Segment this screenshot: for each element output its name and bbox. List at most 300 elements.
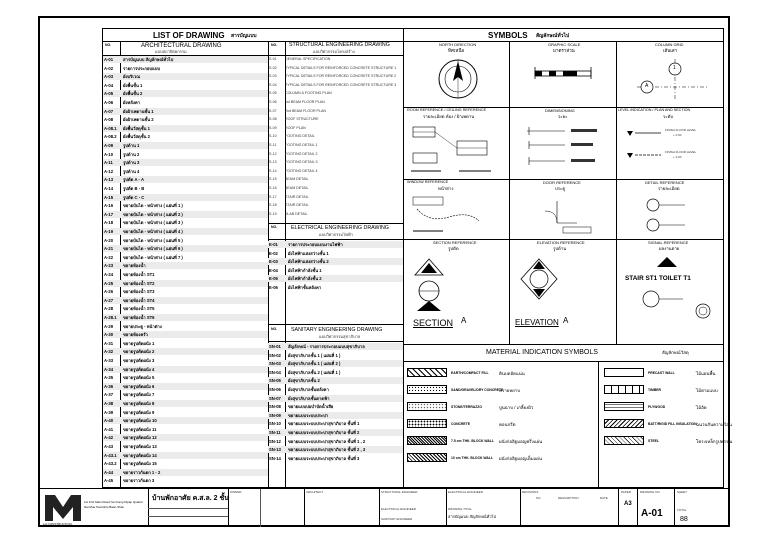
drawing-number: S-03 bbox=[269, 74, 277, 79]
list-row bbox=[103, 73, 268, 80]
material-item bbox=[407, 365, 593, 381]
drawing-number: A-23 bbox=[104, 263, 114, 269]
owner-label: OWNER bbox=[230, 490, 242, 494]
drawing-number: A-13 bbox=[104, 177, 114, 183]
section-ref-label: SECTION REFERENCE bbox=[433, 240, 477, 245]
str-subheading: แบบวิศวกรรมโครงสร้าง bbox=[313, 49, 355, 54]
grid-number: 1 bbox=[673, 65, 676, 71]
drawing-number: A-28 bbox=[104, 306, 114, 312]
drawing-number: A-44 bbox=[104, 469, 114, 475]
list-row bbox=[103, 400, 268, 407]
stair-toilet-label: STAIR ST1 TOILET T1 bbox=[625, 275, 691, 282]
list-row bbox=[103, 297, 268, 304]
drawing-name: รูปด้าน 1 bbox=[123, 143, 140, 148]
list-row bbox=[268, 65, 403, 72]
drawing-name: ขยายราวกันตก 3 bbox=[123, 478, 155, 484]
list-row bbox=[268, 168, 403, 175]
drawing-name: ขยายรูปตัดผนัง 15 bbox=[123, 461, 157, 467]
material-name: STONE/TERRAZZO bbox=[451, 405, 483, 409]
drawing-number: SN-07 bbox=[269, 395, 281, 401]
drawing-number: SN-05 bbox=[269, 378, 281, 384]
revisions-label: REVISIONS bbox=[522, 490, 539, 494]
drawing-name: ขยายรูปตัดผนัง 6 bbox=[123, 383, 155, 389]
section-ref-label-th: รูปตัด bbox=[448, 246, 459, 251]
drawing-number: A-06 bbox=[104, 100, 114, 105]
drawing-name: ขยายแบบระบบประปาสุขาภิบาล ชั้นที่ 3 bbox=[288, 455, 360, 461]
drawing-number: E-03 bbox=[269, 259, 278, 265]
drawing-name: ขยายแบบบ่อบำบัดน้ำเสีย bbox=[288, 404, 334, 410]
san-subheading: แบบวิศวกรรมสุขาภิบาล bbox=[319, 334, 361, 339]
material-name: PRECAST WALL bbox=[648, 371, 675, 375]
list-row bbox=[268, 438, 403, 445]
list-row bbox=[103, 168, 268, 175]
drawing-name: ขยายแบบระบบประปาสุขาภิบาล ชั้นที่ 2 bbox=[288, 430, 360, 435]
level-value-4: + 3.00 bbox=[673, 155, 682, 159]
drawing-number: SN-04 bbox=[269, 369, 281, 375]
san-heading: SANITARY ENGINEERING DRAWING bbox=[291, 327, 383, 333]
total-sheets: 88 bbox=[680, 516, 688, 523]
drawing-number: SN-03 bbox=[269, 361, 281, 367]
drawing-name: ขยายรูปตัดผนัง 12 bbox=[123, 435, 157, 441]
drawing-number: E-06 bbox=[269, 285, 278, 290]
drawing-name: ผังไฟฟ้าแสงสว่างชั้น 2 bbox=[288, 259, 329, 265]
drawing-name: ขยายรูปตัดผนัง 13 bbox=[123, 444, 157, 449]
drawing-name: BEAM DETAIL bbox=[285, 186, 309, 190]
list-row bbox=[268, 133, 403, 140]
list-row bbox=[268, 241, 403, 248]
drawing-number: A-17 bbox=[104, 211, 114, 217]
drawing-name: ขยายรูปตัดผนัง 8 bbox=[123, 401, 155, 406]
list-row bbox=[268, 267, 403, 274]
drawing-number: A-40 bbox=[104, 418, 114, 424]
list-row bbox=[103, 409, 268, 416]
graphic-scale-icon bbox=[533, 65, 595, 85]
list-row bbox=[103, 383, 268, 390]
list-row bbox=[103, 469, 268, 476]
drawing-number: A-39 bbox=[104, 409, 114, 415]
drawing-name: ขยายราวกันตก 1 - 2 bbox=[123, 469, 161, 475]
company-logo-icon bbox=[43, 491, 83, 525]
elevation-ref-label-th: รูปด้าน bbox=[553, 246, 567, 251]
drawing-name: รายการประกอบแบบงานไฟฟ้า bbox=[288, 242, 343, 247]
drawing-number: A-01 bbox=[104, 57, 114, 62]
material-swatch bbox=[407, 419, 447, 428]
material-title: MATERIAL INDICATION SYMBOLS bbox=[486, 349, 598, 356]
total-label: TOTAL bbox=[677, 508, 687, 512]
list-row bbox=[103, 314, 268, 321]
drawing-name: ผังพื้นชั้น 1 bbox=[123, 82, 143, 88]
title-block bbox=[40, 489, 728, 527]
drawing-name: FOOTING DETAIL 4 bbox=[285, 168, 318, 173]
company-address: LH 1/11 Main Road Yan Kang Nipap Quarter bbox=[84, 500, 144, 504]
door-ref-label-th: ประตู bbox=[555, 186, 566, 191]
drawing-name: SLAB DETAIL bbox=[285, 211, 308, 216]
list-row bbox=[268, 82, 403, 89]
company-address-2: Nai Mue Township Baan Shan bbox=[84, 505, 125, 509]
drawing-number: A-27 bbox=[104, 297, 114, 303]
material-swatch bbox=[407, 368, 447, 377]
signal-reference-icon bbox=[623, 255, 717, 337]
list-row bbox=[268, 250, 403, 257]
detail-ref-label: DETAIL REFERENCE bbox=[645, 180, 685, 185]
drawing-number: A-31 bbox=[104, 340, 114, 346]
drawing-name: สารบัญแบบ สัญลักษณ์ทั่วไป bbox=[123, 57, 174, 62]
list-row bbox=[268, 352, 403, 359]
drawing-name: ขยายบันได - หน้าต่าง ( แผ่นที่ 5 ) bbox=[123, 237, 183, 243]
detail-ref-label-th: รายละเอียด bbox=[658, 186, 680, 191]
list-row bbox=[103, 288, 268, 295]
level-value-2: + 0.00 bbox=[673, 133, 682, 137]
drawing-name: ขยายประตู - หน้าต่าง bbox=[123, 323, 162, 329]
list-row bbox=[268, 420, 403, 427]
window-reference-icon bbox=[409, 193, 503, 237]
drawing-name: ผังสุขาภิบาลชั้นดาดฟ้า bbox=[288, 395, 330, 401]
list-row bbox=[103, 331, 268, 338]
drawing-number: A-26 bbox=[104, 289, 114, 295]
paper-label: PAPER bbox=[621, 490, 631, 494]
drawing-number: S-13 bbox=[269, 160, 277, 165]
drawing-number: A-34 bbox=[104, 366, 114, 372]
drawing-number: S-18 bbox=[269, 203, 277, 208]
section-label: SECTION bbox=[413, 318, 454, 328]
material-name-th: ดินบดอัดแน่น bbox=[499, 371, 525, 376]
grid-label: COLUMN GRID bbox=[655, 42, 684, 47]
list-row bbox=[103, 305, 268, 312]
list-row bbox=[268, 159, 403, 166]
room-ref-label: ROOM REFERENCE / CEILING REFERENCE bbox=[407, 108, 487, 112]
list-row bbox=[103, 254, 268, 261]
list-row bbox=[268, 194, 403, 201]
material-name-th: ฉนวนกันความร้อน bbox=[696, 422, 732, 427]
drawing-number: A-24 bbox=[104, 272, 114, 277]
material-name: PLYWOOD bbox=[648, 405, 666, 409]
drawing-number: S-05 bbox=[269, 91, 277, 96]
drawing-number: S-15 bbox=[269, 177, 277, 182]
drawing-name: ผังบริเวณ bbox=[123, 74, 141, 80]
drawing-name: ขยายรูปตัดผนัง 3 bbox=[123, 358, 155, 363]
drawing-name: ROOF STRUCTURE bbox=[285, 117, 319, 122]
drawing-name: FOOTING DETAIL 1 bbox=[285, 143, 318, 147]
elevation-label: ELEVATION bbox=[515, 318, 559, 327]
list-row bbox=[103, 245, 268, 252]
material-name: SAND/GRAVEL/DRY CONCRETE bbox=[451, 388, 504, 392]
list-row bbox=[103, 348, 268, 355]
list-row bbox=[103, 426, 268, 433]
material-swatch bbox=[407, 436, 447, 445]
drawing-name: STAIR DETAIL bbox=[285, 194, 309, 199]
drawing-number: SN-12 bbox=[269, 438, 281, 444]
list-row bbox=[268, 369, 403, 376]
drawing-number: A-08 bbox=[104, 117, 114, 123]
sign-ref-label: SIGNAL REFERENCE bbox=[648, 240, 689, 245]
drawing-number: A-15 bbox=[104, 194, 114, 200]
list-row bbox=[268, 56, 403, 63]
material-swatch bbox=[604, 402, 644, 411]
rev-no-label: NO. bbox=[536, 496, 542, 500]
list-row bbox=[268, 403, 403, 410]
drawing-number: A-08.2 bbox=[104, 134, 117, 140]
drawing-name: TYPICAL DETAILS FOR REINFORCED CONCRETE STRUCTURE 3 bbox=[285, 82, 397, 87]
material-item bbox=[407, 382, 593, 398]
list-row bbox=[103, 82, 268, 89]
drawing-name: FOOTING DETAIL bbox=[285, 134, 315, 139]
material-item bbox=[604, 365, 768, 381]
drawing-number: A-19 bbox=[104, 229, 114, 234]
material-name: CONCRETE bbox=[451, 422, 471, 426]
drawing-name: ผังไฟฟ้าแสงสว่างชั้น 1 bbox=[288, 250, 329, 256]
drawing-number: S-02 bbox=[269, 65, 277, 70]
drawing-number: A-30 bbox=[104, 332, 114, 338]
room-reference-icon bbox=[407, 123, 503, 177]
drawing-sheet bbox=[38, 16, 733, 527]
drawing-name: ขยายแบบระบบประปาสุขาภิบาล ชั้นที่ 1 , 2 bbox=[288, 438, 366, 444]
drawing-number: S-10 bbox=[269, 134, 277, 139]
drawing-number: A-18 bbox=[104, 220, 114, 226]
list-row bbox=[103, 391, 268, 398]
list-row bbox=[103, 237, 268, 244]
drawing-number: A-08.1 bbox=[104, 125, 117, 131]
list-row bbox=[268, 73, 403, 80]
list-row bbox=[268, 395, 403, 402]
list-row bbox=[103, 219, 268, 226]
list-row bbox=[103, 323, 268, 330]
dimension-label: DIMENSIONING bbox=[545, 108, 575, 113]
rev-date-label: DATE bbox=[600, 496, 608, 500]
list-row bbox=[268, 455, 403, 462]
list-row bbox=[268, 142, 403, 149]
material-swatch bbox=[604, 419, 644, 428]
drawing-name: ขยายรูปตัดผนัง 10 bbox=[123, 418, 157, 424]
material-item bbox=[604, 399, 768, 415]
material-item bbox=[407, 433, 593, 449]
drawing-name: STAIR DETAIL bbox=[285, 203, 309, 208]
arch-no-head: NO. bbox=[105, 43, 112, 47]
level-label-th: ระดับ bbox=[663, 114, 674, 119]
north-label-th: ทิศเหนือ bbox=[448, 48, 465, 53]
str-no-head: NO. bbox=[271, 43, 278, 47]
material-name: STEEL bbox=[648, 439, 659, 443]
symbols-title-th: สัญลักษณ์ทั่วไป bbox=[536, 33, 570, 39]
level-value-1: FINISH FLOOR LEVEL bbox=[665, 128, 697, 132]
list-row bbox=[103, 340, 268, 347]
drawing-number: A-33 bbox=[104, 358, 114, 363]
drawing-name: ขยายรูปตัดผนัง 9 bbox=[123, 409, 155, 415]
window-ref-label: WINDOW REFERENCE bbox=[407, 180, 449, 184]
drawing-number: S-19 bbox=[269, 211, 277, 216]
drawing-name: 2nd BEAM FLOOR PLAN bbox=[285, 108, 326, 113]
drawing-name: ผังไฟฟ้ากำลังชั้น 1 bbox=[288, 267, 322, 273]
drawing-name: ขยายบันได - หน้าต่าง ( แผ่นที่ 6 ) bbox=[123, 246, 183, 252]
drawing-name: BEAM DETAIL bbox=[285, 177, 309, 182]
drawing-number: A-11 bbox=[104, 160, 113, 166]
drawing-number: A-43 bbox=[104, 444, 114, 449]
drawing-number: A-35 bbox=[104, 375, 114, 381]
grid-letter: A bbox=[645, 83, 649, 89]
column-grid-icon bbox=[633, 57, 713, 103]
str-heading: STRUCTURAL ENGINEERING DRAWING bbox=[289, 42, 390, 48]
material-name-th: ไม้แผ่นพื้น bbox=[696, 371, 716, 376]
list-row bbox=[103, 202, 268, 209]
electrical-engineer-label-2: ELECTRICAL ENGINEER bbox=[448, 490, 483, 494]
drawing-name: ผังสุขาภิบาลชั้นหลังคา bbox=[288, 387, 329, 392]
drawing-number: A-16 bbox=[104, 203, 114, 209]
list-row bbox=[268, 386, 403, 393]
drawing-number: A-38 bbox=[104, 401, 114, 406]
drawing-name: 1st BEAM FLOOR PLAN bbox=[285, 100, 325, 104]
material-swatch bbox=[604, 385, 644, 394]
material-name: 7.5 cm THK. BLOCK WALL bbox=[451, 439, 494, 443]
list-row bbox=[268, 211, 403, 218]
drawing-name: TYPICAL DETAILS FOR REINFORCED CONCRETE STRUCTURE 2 bbox=[285, 74, 397, 79]
list-row bbox=[268, 258, 403, 265]
drawing-number: S-06 bbox=[269, 100, 277, 104]
drawing-name: FOOTING DETAIL 3 bbox=[285, 160, 318, 165]
material-name-th: ทรายหยาบ bbox=[499, 388, 521, 393]
drawing-number: A-29 bbox=[104, 323, 114, 329]
material-name: 10 cm THK. BLOCK WALL bbox=[451, 456, 494, 460]
door-reference-icon bbox=[517, 193, 611, 237]
drawing-name: ขยายห้องน้ำ ST1 bbox=[123, 272, 155, 277]
arch-heading: ARCHITECTURAL DRAWING bbox=[141, 43, 222, 49]
drawing-number: A-22 bbox=[104, 254, 114, 260]
drawing-number: A-14 bbox=[104, 186, 114, 191]
drawing-name: ขยายรูปตัดผนัง 7 bbox=[123, 392, 155, 398]
drawing-number: E-05 bbox=[269, 276, 278, 282]
list-row bbox=[103, 133, 268, 140]
drawing-number: A-28.1 bbox=[104, 315, 117, 320]
list-row bbox=[103, 185, 268, 192]
drawing-name: ขยายห้องน้ำ ST5 bbox=[123, 306, 155, 312]
drawing-number: A-02 bbox=[104, 65, 114, 71]
material-swatch bbox=[407, 385, 447, 394]
material-name: BATT/RIGID FILL INSULATION bbox=[648, 422, 697, 426]
list-row bbox=[268, 99, 403, 106]
drawing-name: ขยายรูปตัดผนัง 11 bbox=[123, 426, 157, 432]
material-name-th: ไม้อัด bbox=[696, 405, 707, 410]
drawing-name: COLUMN & FOOTING PLAN bbox=[285, 91, 332, 96]
material-item bbox=[604, 433, 768, 449]
list-row bbox=[268, 116, 403, 123]
list-row bbox=[268, 446, 403, 453]
drawing-name: รูปด้าน 2 bbox=[123, 151, 140, 157]
drawing-name: ขยายบันได - หน้าต่าง ( แผ่นที่ 4 ) bbox=[123, 229, 183, 234]
list-row bbox=[103, 99, 268, 106]
section-letter: A bbox=[461, 316, 467, 325]
drawing-number: A-05 bbox=[104, 91, 114, 97]
room-ref-label-th: รายละเอียด ห้อง / ฝ้าเพดาน bbox=[423, 114, 475, 119]
material-title-th: สัญลักษณ์วัสดุ bbox=[662, 350, 689, 355]
drawing-name: รูปตัด C - C bbox=[123, 194, 145, 200]
drawing-name: ผังสุขาภิบาลชั้น 2 ( แผ่นที่ 1 ) bbox=[288, 369, 341, 375]
list-row bbox=[103, 460, 268, 467]
list-row bbox=[103, 228, 268, 235]
drawing-name: สัญลักษณ์ - รายการประกอบแบบสุขาภิบาล bbox=[288, 344, 365, 349]
drawing-name: ขยายบันได - หน้าต่าง ( แผ่นที่ 1 ) bbox=[123, 203, 183, 209]
content-frame: LIST OF DRAWING สารบัญแบบ SYMBOLS สัญลักษณ์ทั่วไป NO. ARCHITECTURAL DRAWING แบบสถาปัตยกรรม NO. STRUCTURAL ENGINEERING DRAWING แบบวิศวกรรมโครงสร้าง A-01 สารบัญแบบ สัญลักษณ์ทั่วไป A-02 รายการประกอบแบบ A-03 ผังบริเวณ A-04 ผังพื้นชั้น 1 A-05 ผังพื้นชั้น 2 A-06 ผังหลังคา A-07 ผังฝ้าเพดานชั้น 1 A-08 ผังฝ้าเพดานชั้น 2 A-08.1 ผังพื้นวัสดุชั้น 1 A-08.2 ผังพื้นวัสดุชั้น 2 A-09 รูปด้าน 1 A-10 รูปด้าน 2 A-11 รูปด้าน 3 A-12 รูปด้าน 4 A-13 รูปตัด A - A A-14 รูปตัด B - B A-15 รูปตัด C - C A-16 ขยายบันได - หน้าต่าง ( แผ่นที่ 1 ) A-17 ขยายบันได - หน้าต่าง ( แผ่นที่ 2 ) A-18 ขยายบันได - หน้าต่าง ( แผ่นที่ 3 ) A-19 ขยายบันได - หน้าต่าง ( แผ่นที่ 4 ) A-20 ขยายบันได - หน้าต่าง ( แผ่นที่ 5 ) A-21 ขยายบันได - หน้าต่าง ( แผ่นที่ 6 ) A-22 ขยายบันได - หน้าต่าง ( แผ่นที่ 7 ) A-23 ขยายห้องน้ำ A-24 ขยายห้องน้ำ ST1 A-25 ขยายห้องน้ำ ST2 A-26 ขยายห้องน้ำ ST3 A-27 ขยายห้องน้ำ ST4 A-28 ขยายห้องน้ำ ST5 A-28.1 ขยายห้องน้ำ ST6 A-29 ขยายประตู - หน้าต่าง A-30 ขยายห้องครัว A-31 ขยายรูปตัดผนัง 1 A-32 ขยายรูปตัดผนัง 2 A-33 ขยายรูปตัดผนัง 3 A-34 ขยายรูปตัดผนัง 4 A-35 ขยายรูปตัดผนัง 5 A-36 ขยายรูปตัดผนัง 6 A-37 ขยายรูปตัดผนัง 7 A-38 ขยายรูปตัดผนัง 8 A-39 ขยายรูปตัดผนัง 9 A-40 ขยายรูปตัดผนัง 10 A-41 ขยายรูปตัดผนัง 11 A-42 ขยายรูปตัดผนัง 12 A-43 ขยายรูปตัดผนัง 13 A-43.1 ขยายรูปตัดผนัง 14 A-43.2 ขยายรูปตัดผนัง 15 A-44 ขยายราวกันตก 1 - 2 A-45 ขยายราวกันตก 3 S-01 GENERAL SPECIFICATION S-02 TYPICAL DETAILS FOR REINFORCED CONCRETE STRUCTURE 1 S-03 TYPICAL DETAILS FOR REINFORCED CONCRETE STRUCTURE 2 S-04 TYPICAL DETAILS FOR REINFORCED CONCRETE STRUCTURE 3 S-05 COLUMN & FOOTING PLAN S-06 1st BEAM FLOOR PLAN S-07 2nd BEAM FLOOR PLAN S-08 ROOF STRUCTURE S-09 ROOF PLAN S-10 FOOTING DETAIL S-11 FOOTING DETAIL 1 S-12 FOOTING DETAIL 2 S-13 FOOTING DETAIL 3 S-14 FOOTING DETAIL 4 S-15 BEAM DETAIL S-16 BEAM DETAIL S-17 STAIR DETAIL S-18 STAIR DETAIL S-19 SLAB DETAIL NO. ELECTRICAL ENGINEERING DRAWING แบบวิศวกรรมไฟฟ้า E-01 รายการประกอบแบบงานไฟฟ้า E-02 ผังไฟฟ้าแสงสว่างชั้น 1 E-03 ผังไฟฟ้าแสงสว่างชั้น 2 E-04 ผังไฟฟ้ากำลังชั้น 1 E-05 ผังไฟฟ้ากำลังชั้น 2 E-06 ผังไฟฟ้าชั้นหลังคา NO. SANITARY ENGINEERING DRAWING แบบวิศวกรรมสุขาภิบาล SN-01 สัญลักษณ์ - รายการประกอบแบบสุขาภิบาล SN-02 ผังสุขาภิบาลชั้น 1 ( แผ่นที่ 1 ) SN-03 ผังสุขาภิบาลชั้น 1 ( แผ่นที่ 2 ) SN-04 ผังสุขาภิบาลชั้น 2 ( แผ่นที่ 1 ) SN-05 ผังสุขาภิบาลชั้น 2 SN-06 ผังสุขาภิบาลชั้นหลังคา SN-07 ผังสุขาภิบาลชั้นดาดฟ้า SN-08 ขยายแบบบ่อบำบัดน้ำเสีย SN-09 ขยายแบบระบบประปา SN-10 ขยายแบบระบบประปาสุขาภิบาล ชั้นที่ 1 SN-11 ขยายแบบระบบประปาสุขาภิบาล ชั้นที่ 2 SN-12 ขยายแบบระบบประปาสุขาภิบาล ชั้นที่ 1 , 2 SN-13 ขยายแบบระบบประปาสุขาภิบาล ชั้นที่ 2 , 3 SN-14 ขยายแบบระบบประปาสุขาภิบาล ชั้นที่ 3 NORTH DIRECTION ทิศเหนือ GRAPHIC SCALE มาตราส่วน COLUMN GRID เส้นเสา 1 A ROOM REFERENCE / CEILING REFERENCE รายละเอียด ห้อง / ฝ้าเพดาน DIMENSIONING ระยะ LEVEL INDICATION / PLAN AND SECTION ระดับ FINISH FLOOR LEVEL + 0.00 FINISH FLOOR LEVEL + 3.00 WINDOW REFERENCE หน้าต่าง DOOR REFERENCE ประตู DETAIL REFERENCE รายละเอียด SECTION REFERENCE รูปตัด ELEVATION REFERENCE รูปด้าน SIGNAL REFERENCE ผลงานตาย SECTION A ELEVATION A STAIR ST1 TOILET T1 MATERIAL INDICATION SYMBOLS สัญลักษณ์วัสดุ EARTH/COMPACT FILL ดินบดอัดแน่น PRECAST WALL ไม้แผ่นพื้น SAND/GRAVEL/DRY CONCRETE ทรายหยาบ TIMBER ไม้ตามแบบ STONE/TERRAZZO ปูนฉาบ / เกลี้ยงผิว PLYWOOD ไม้อัด CONCRETE คอนกรีต BATT/RIGID FILL INSULATION ฉนวนกันความร้อน 7.5 cm THK. BLOCK WALL ผนังก่ออิฐมอญครึ่งแผ่น STEEL โครงเหล็กรูปพรรณ 10 cm THK. BLOCK WALL ผนังก่ออิฐมอญเต็มแผ่น bbox=[102, 28, 724, 488]
list-row bbox=[103, 262, 268, 269]
list-row bbox=[103, 271, 268, 278]
drawing-name: GENERAL SPECIFICATION bbox=[285, 57, 331, 61]
drawing-name: ผังสุขาภิบาลชั้น 2 bbox=[288, 378, 320, 384]
list-row bbox=[103, 65, 268, 72]
material-name-th: โครงเหล็กรูปพรรณ bbox=[696, 439, 733, 444]
list-row bbox=[103, 142, 268, 149]
drawing-name: ผังสุขาภิบาลชั้น 1 ( แผ่นที่ 2 ) bbox=[288, 361, 341, 367]
paper-size: A3 bbox=[624, 501, 632, 507]
drawing-number: SN-13 bbox=[269, 447, 281, 453]
drawing-number: SN-09 bbox=[269, 412, 281, 418]
drawing-name: ผังไฟฟ้าชั้นหลังคา bbox=[288, 285, 322, 290]
drawing-number: S-04 bbox=[269, 82, 277, 87]
elevation-reference-icon bbox=[517, 255, 609, 315]
drawing-name: ผังพื้นวัสดุชั้น 2 bbox=[123, 134, 150, 140]
list-row bbox=[103, 374, 268, 381]
material-name-th: ปูนฉาบ / เกลี้ยงผิว bbox=[499, 405, 534, 410]
drawing-no-label: DRAWING NO. bbox=[640, 490, 661, 494]
list-row bbox=[103, 159, 268, 166]
list-row bbox=[268, 151, 403, 158]
door-ref-label: DOOR REFERENCE bbox=[543, 180, 581, 185]
list-row bbox=[268, 284, 403, 291]
drawing-name: รูปด้าน 4 bbox=[123, 168, 140, 174]
list-row bbox=[103, 280, 268, 287]
list-row bbox=[268, 185, 403, 192]
list-row bbox=[103, 194, 268, 201]
list-row bbox=[103, 125, 268, 132]
drawing-number: S-07 bbox=[269, 108, 277, 113]
drawing-number: A-43.2 bbox=[104, 461, 117, 467]
drawing-number: SN-08 bbox=[269, 404, 281, 410]
level-label: LEVEL INDICATION / PLAN AND SECTION bbox=[618, 108, 691, 112]
drawing-name: รูปตัด B - B bbox=[123, 186, 145, 191]
drawing-name: ผังสุขาภิบาลชั้น 1 ( แผ่นที่ 1 ) bbox=[288, 352, 341, 358]
level-value-3: FINISH FLOOR LEVEL bbox=[665, 150, 697, 154]
material-item bbox=[407, 399, 593, 415]
drawing-number: A-12 bbox=[104, 168, 114, 174]
list-row bbox=[268, 275, 403, 282]
drawing-number: S-14 bbox=[269, 168, 277, 173]
drawing-name: ขยายแบบระบบประปาสุขาภิบาล ชั้นที่ 1 bbox=[288, 421, 360, 427]
list-row bbox=[103, 477, 268, 484]
drawing-name: ผังหลังคา bbox=[123, 100, 141, 105]
list-row bbox=[268, 412, 403, 419]
material-swatch bbox=[604, 368, 644, 377]
drawing-name: ขยายแบบระบบประปาสุขาภิบาล ชั้นที่ 2 , 3 bbox=[288, 447, 366, 453]
material-name-th: คอนกรีต bbox=[499, 422, 516, 427]
drawing-number: SN-02 bbox=[269, 352, 281, 358]
symbols-title: SYMBOLS bbox=[488, 31, 528, 40]
drawing-name: ผังไฟฟ้ากำลังชั้น 2 bbox=[288, 276, 322, 282]
list-row bbox=[103, 116, 268, 123]
drawing-number: A-10 bbox=[104, 151, 114, 157]
drawing-number: A-32 bbox=[104, 349, 114, 355]
drawing-name: ขยายรูปตัดผนัง 14 bbox=[123, 452, 157, 458]
list-row bbox=[103, 56, 268, 63]
list-row bbox=[103, 366, 268, 373]
drawing-name: ขยายห้องครัว bbox=[123, 332, 148, 338]
drawing-number: E-01 bbox=[269, 242, 278, 247]
drawing-number: S-11 bbox=[269, 143, 277, 147]
elevation-letter: A bbox=[563, 316, 569, 325]
list-row bbox=[103, 211, 268, 218]
window-ref-label-th: หน้าต่าง bbox=[438, 186, 454, 191]
list-title: LIST OF DRAWING bbox=[153, 31, 225, 40]
drawing-number: SN-14 bbox=[269, 455, 281, 461]
drawing-name: รูปด้าน 3 bbox=[123, 160, 140, 166]
list-row bbox=[103, 90, 268, 97]
list-row bbox=[268, 429, 403, 436]
drawing-number: A-36 bbox=[104, 383, 114, 389]
